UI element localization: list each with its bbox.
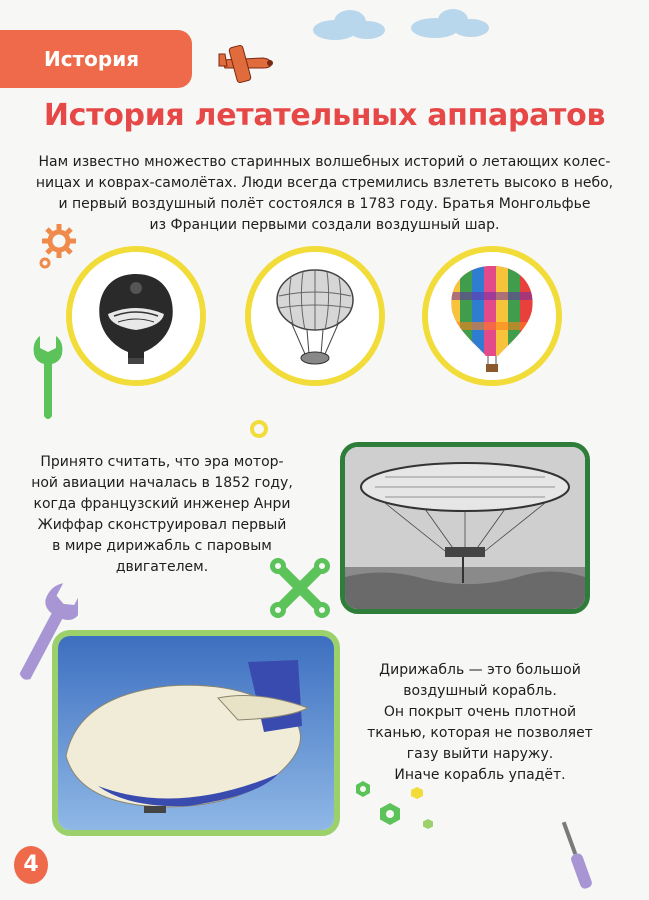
gear-icon <box>38 256 52 270</box>
text-line: Он покрыт очень плотной <box>383 704 577 720</box>
page-title: История летательных аппаратов <box>43 98 606 133</box>
intro-line: ницах и коврах-самолётах. Люди всегда стремились взлететь высоко в небо, <box>35 175 614 191</box>
intro-line: и первый воздушный полёт состоялся в 1783 году. Братья Монгольфье <box>58 196 591 212</box>
gear-icon <box>246 416 272 442</box>
cloud-icon <box>305 6 495 42</box>
intro-paragraph <box>20 152 629 236</box>
text-line: когда французский инженер Анри <box>33 496 291 512</box>
intro-line: Нам известно множество старинных волшебных историй о летающих колес- <box>38 154 611 170</box>
nut-icon <box>354 780 372 798</box>
text-line: Жиффар сконструировал первый <box>37 517 287 533</box>
section-tab: История <box>0 30 192 88</box>
giffard-airship-image <box>340 442 590 614</box>
nut-icon <box>422 818 434 830</box>
balloon-image-montgolfier <box>66 246 206 386</box>
text-line: в мире дирижабль с паровым <box>52 538 272 554</box>
modern-airship-image <box>52 630 340 836</box>
text-line: Дирижабль — это большой <box>379 662 581 678</box>
nut-icon <box>378 802 402 826</box>
intro-line: из Франции первыми создали воздушный шар. <box>149 217 500 233</box>
text-line: газу выйти наружу. <box>406 746 554 762</box>
text-line: тканью, которая не позволяет <box>367 725 593 741</box>
airship-definition-text <box>346 660 614 786</box>
text-line: двигателем. <box>115 559 209 575</box>
airplane-icon <box>215 38 275 88</box>
balloon-image-hydrogen <box>245 246 385 386</box>
text-line: ной авиации началась в 1852 году, <box>31 475 293 491</box>
page-number: 4 <box>14 846 48 884</box>
text-line: воздушный корабль. <box>403 683 557 699</box>
balloon-image-modern <box>422 246 562 386</box>
nut-icon <box>410 786 424 800</box>
airship-history-text <box>14 452 310 578</box>
text-line: Принято считать, что эра мотор- <box>40 454 284 470</box>
text-line: Иначе корабль упадёт. <box>394 767 566 783</box>
screwdriver-icon <box>556 818 596 894</box>
wrench-icon <box>28 332 68 422</box>
gear-icon <box>40 222 78 260</box>
